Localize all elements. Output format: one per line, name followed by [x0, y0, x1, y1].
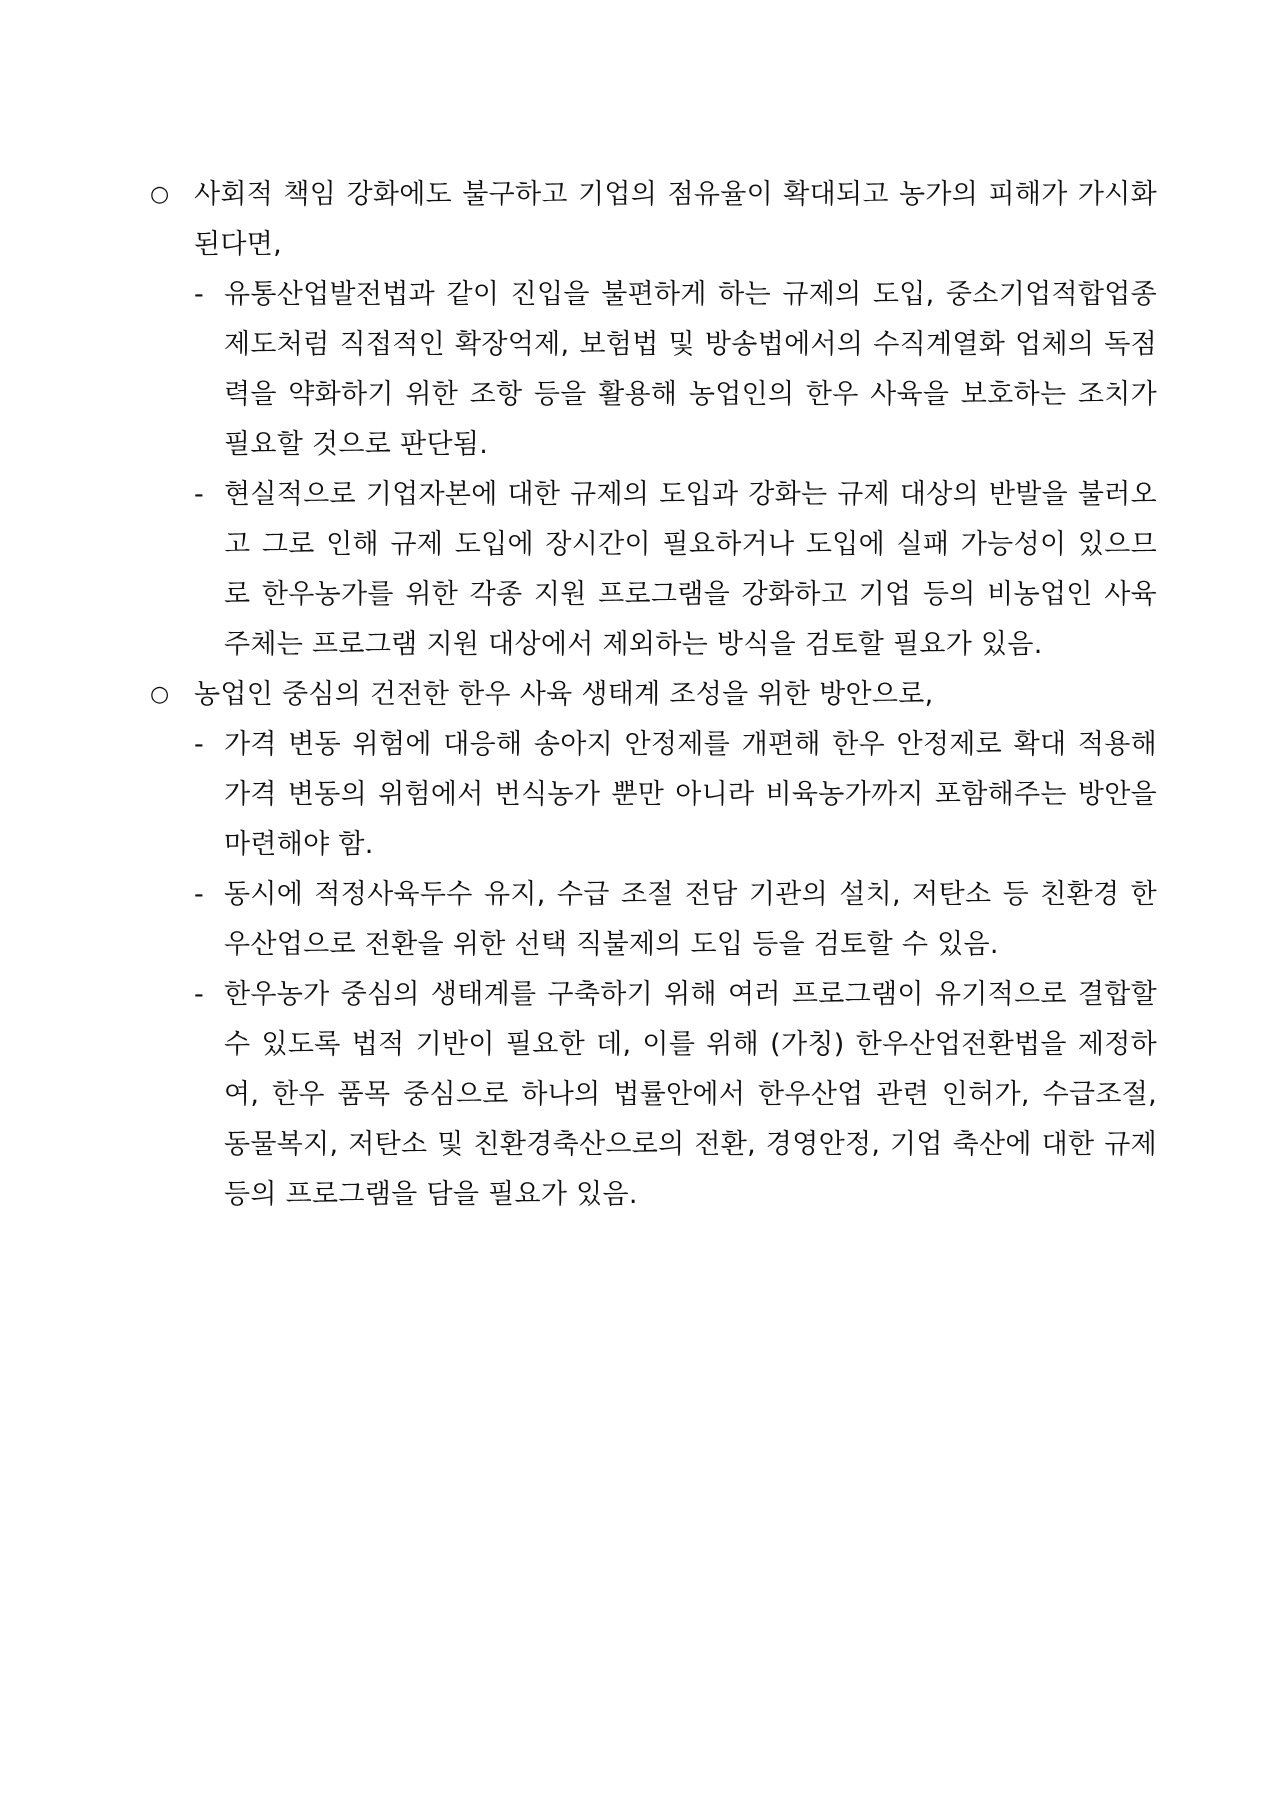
section-2-items — [150, 720, 1157, 1220]
circle-bullet-icon: ○ — [150, 682, 170, 707]
list-item — [194, 970, 1157, 1220]
section-1-text: 사회적 책임 강화에도 불구하고 기업의 점유율이 확대되고 농가의 피해가 가시화된다면, — [194, 179, 1157, 260]
list-item-text: 현실적으로 기업자본에 대한 규제의 도입과 강화는 규제 대상의 반발을 불러오고 그로 인해 규제 도입에 장시간이 필요하거나 도입에 실패 가능성이 있으므로 한우농가를 위한 각종 지원 프로그램을 강화하고 기업 등의 비농업인 사육주체는 프로그램 지원 대상에서 제외하는 방식을 검토할 필요가 있음. — [224, 479, 1157, 660]
list-item-text: 한우농가 중심의 생태계를 구축하기 위해 여러 프로그램이 유기적으로 결합할 수 있도록 법적 기반이 필요한 데, 이를 위해 (가칭) 한우산업전환법을 제정하여, 한우 품목 중심으로 하나의 법률안에서 한우산업 관련 인허가, 수급조절, 동물복지, 저탄소 및 친환경축산으로의 전환, 경영안정, 기업 축산에 대한 규제 등의 프로그램을 담을 필요가 있음. — [224, 979, 1157, 1210]
section-2-text: 농업인 중심의 건전한 한우 사육 생태계 조성을 위한 방안으로, — [194, 679, 934, 710]
section-2-heading — [150, 670, 1157, 720]
list-item-text: 가격 변동 위험에 대응해 송아지 안정제를 개편해 한우 안정제로 확대 적용해 가격 변동의 위험에서 번식농가 뿐만 아니라 비육농가까지 포함해주는 방안을 마련해야 함. — [224, 729, 1157, 860]
section-1 — [150, 170, 1157, 670]
list-item — [194, 470, 1157, 670]
dash-bullet-icon: - — [194, 729, 204, 760]
dash-bullet-icon: - — [194, 479, 204, 510]
list-item-text: 동시에 적정사육두수 유지, 수급 조절 전담 기관의 설치, 저탄소 등 친환경 한우산업으로 전환을 위한 선택 직불제의 도입 등을 검토할 수 있음. — [224, 879, 1157, 960]
dash-bullet-icon: - — [194, 279, 204, 310]
section-1-heading — [150, 170, 1157, 270]
circle-bullet-icon: ○ — [150, 182, 170, 207]
section-2 — [150, 670, 1157, 1220]
dash-bullet-icon: - — [194, 979, 204, 1010]
section-1-items — [150, 270, 1157, 670]
list-item — [194, 270, 1157, 470]
list-item — [194, 870, 1157, 970]
list-item-text: 유통산업발전법과 같이 진입을 불편하게 하는 규제의 도입, 중소기업적합업종제도처럼 직접적인 확장억제, 보험법 및 방송법에서의 수직계열화 업체의 독점력을 약화하기 위한 조항 등을 활용해 농업인의 한우 사육을 보호하는 조치가 필요할 것으로 판단됨. — [224, 279, 1157, 460]
dash-bullet-icon: - — [194, 879, 204, 910]
list-item — [194, 720, 1157, 870]
